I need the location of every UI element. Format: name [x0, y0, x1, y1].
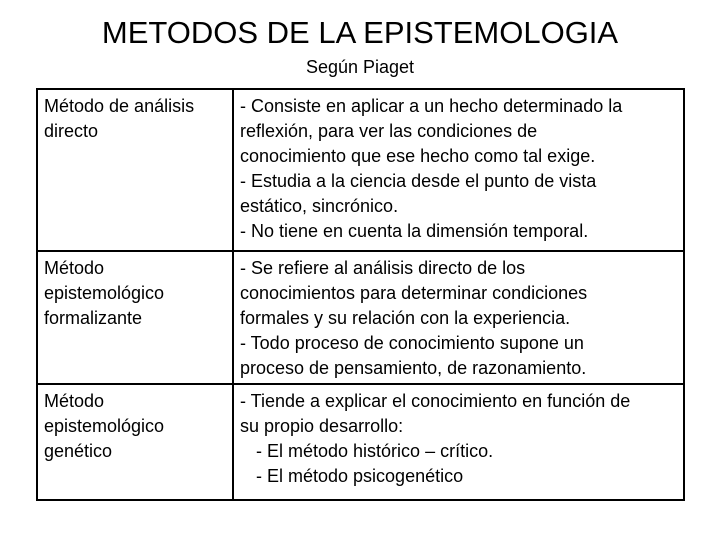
- method-name-cell: [37, 251, 233, 384]
- method-description-cell: [233, 251, 684, 384]
- description-line: reflexión, para ver las condiciones de: [240, 121, 538, 141]
- method-name-cell: [37, 384, 233, 500]
- description-line: - Se refiere al análisis directo de los: [240, 258, 526, 278]
- description-line: su propio desarrollo:: [240, 416, 404, 436]
- page-title: METODOS DE LA EPISTEMOLOGIA: [101, 15, 619, 50]
- methods-table: [36, 88, 685, 501]
- method-name-line: formalizante: [44, 308, 143, 328]
- table-row: [37, 89, 684, 251]
- table-row: [37, 384, 684, 500]
- method-name-line: epistemológico: [44, 283, 165, 303]
- description-line: - Tiende a explicar el conocimiento en función de: [240, 391, 631, 411]
- method-name-line: genético: [44, 441, 113, 461]
- description-line: formales y su relación con la experiencia.: [240, 308, 571, 328]
- description-line: estático, sincrónico.: [240, 196, 399, 216]
- description-line: conocimiento que ese hecho como tal exige.: [240, 146, 596, 166]
- description-line: proceso de pensamiento, de razonamiento.: [240, 358, 587, 378]
- description-line: - Consiste en aplicar a un hecho determinado la: [240, 96, 623, 116]
- page-subtitle: Según Piaget: [305, 57, 415, 77]
- description-subitem: - El método histórico – crítico.: [256, 441, 494, 461]
- description-line: conocimientos para determinar condiciones: [240, 283, 588, 303]
- description-line: - No tiene en cuenta la dimensión temporal.: [240, 221, 589, 241]
- description-line: - Todo proceso de conocimiento supone un: [240, 333, 584, 353]
- method-description-cell: [233, 384, 684, 500]
- table-row: [37, 251, 684, 384]
- method-name-line: Método: [44, 391, 105, 411]
- method-name-line: Método de análisis: [44, 96, 195, 116]
- description-line: - Estudia a la ciencia desde el punto de vista: [240, 171, 597, 191]
- method-name-line: directo: [44, 121, 99, 141]
- description-subitem: - El método psicogenético: [256, 466, 464, 486]
- method-name-line: epistemológico: [44, 416, 165, 436]
- method-description-cell: [233, 89, 684, 251]
- method-name-line: Método: [44, 258, 105, 278]
- method-name-cell: [37, 89, 233, 251]
